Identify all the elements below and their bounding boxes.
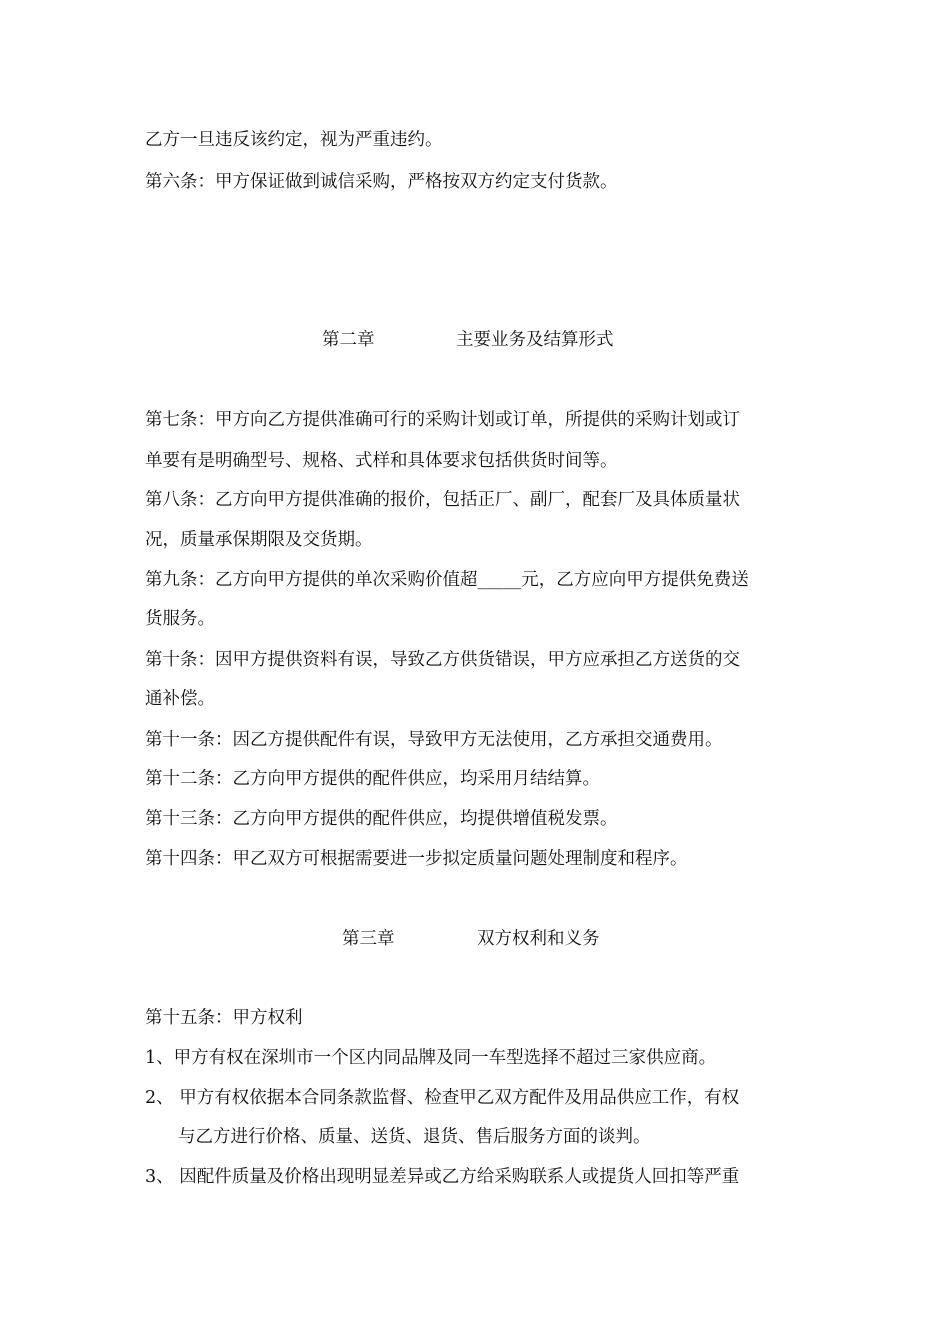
chapter-2-title: 主要业务及结算形式 [456, 330, 614, 350]
article-8-line-1: 第八条：乙方向甲方提供准确的报价，包括正厂、副厂，配套厂及具体质量状 [145, 490, 740, 510]
paragraph-line: 乙方一旦违反该约定，视为严重违约。 [145, 130, 443, 150]
article-11: 第十一条：因乙方提供配件有误，导致甲方无法使用，乙方承担交通费用。 [145, 730, 723, 750]
article-10-line-2: 通补偿。 [145, 689, 215, 709]
article-10-line-1: 第十条：因甲方提供资料有误，导致乙方供货错误，甲方应承担乙方送货的交 [145, 650, 740, 670]
article-14: 第十四条：甲乙双方可根据需要进一步拟定质量问题处理制度和程序。 [145, 849, 688, 869]
article-12: 第十二条：乙方向甲方提供的配件供应，均采用月结结算。 [145, 769, 600, 789]
list-item-3-line-1: 3、 因配件质量及价格出现明显差异或乙方给采购联系人或提货人回扣等严重 [145, 1167, 740, 1187]
chapter-2-number: 第二章 [322, 330, 375, 350]
article-9-line-1: 第九条：乙方向甲方提供的单次采购价值超_____元，乙方应向甲方提供免费送 [145, 570, 749, 590]
chapter-3-number: 第三章 [342, 929, 395, 949]
list-item-2-line-1: 2、 甲方有权依据本合同条款监督、检查甲乙双方配件及用品供应工作，有权 [145, 1088, 740, 1108]
list-item-1: 1、甲方有权在深圳市一个区内同品牌及同一车型选择不超过三家供应商。 [145, 1048, 717, 1068]
article-7-line-2: 单要有是明确型号、规格、式样和具体要求包括供货时间等。 [145, 451, 618, 471]
article-6: 第六条：甲方保证做到诚信采购，严格按双方约定支付货款。 [145, 172, 618, 192]
article-7-line-1: 第七条：甲方向乙方提供准确可行的采购计划或订单，所提供的采购计划或订 [145, 410, 740, 430]
list-item-2-line-2: 与乙方进行价格、质量、送货、退货、售后服务方面的谈判。 [178, 1127, 651, 1147]
article-8-line-2: 况，质量承保期限及交货期。 [145, 530, 373, 550]
chapter-3-title: 双方权利和义务 [477, 929, 600, 949]
article-13: 第十三条：乙方向甲方提供的配件供应，均提供增值税发票。 [145, 809, 618, 829]
article-9-line-2: 货服务。 [145, 609, 215, 629]
article-15-heading: 第十五条：甲方权利 [145, 1008, 303, 1028]
